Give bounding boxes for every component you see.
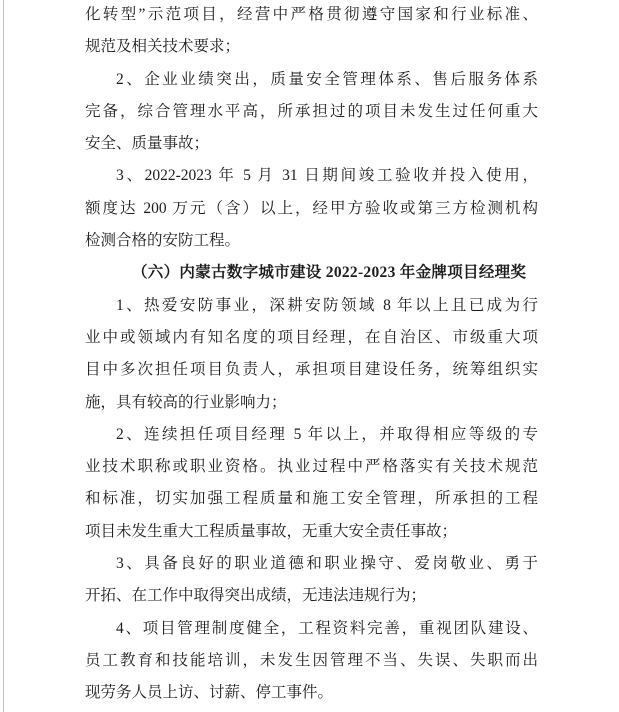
text-line: 员工教育和技能培训，未发生因管理不当、失误、失职而出 xyxy=(85,651,538,669)
text-line: 业技术职称或职业资格。执业过程中严格落实有关技术规范 xyxy=(85,458,538,476)
text-line: 项目未发生重大工程质量事故，无重大安全责任事故； xyxy=(85,522,458,540)
text-line: 2、企业业绩突出，质量安全管理体系、售后服务体系 xyxy=(116,70,538,88)
text-line: 目中多次担任项目负责人，承担项目建设任务，统筹组织实 xyxy=(85,361,538,379)
text-line: 开拓、在工作中取得突出成绩，无违法违规行为； xyxy=(85,587,427,605)
text-line: 1、热爱安防事业，深耕安防领域 8 年以上且已成为行 xyxy=(116,296,538,314)
text-line: 化转型”示范项目，经营中严格贯彻遵守国家和行业标准、 xyxy=(85,6,538,23)
text-line: 额度达 200 万元（含）以上，经甲方验收或第三方检测机构 xyxy=(85,199,538,217)
text-line: 施，具有较高的行业影响力； xyxy=(85,393,287,411)
page-edge-line xyxy=(3,0,4,712)
section-heading: （六）内蒙古数字城市建设 2022-2023 年金牌项目经理奖 xyxy=(132,264,527,282)
text-line: 规范及相关技术要求； xyxy=(85,38,241,56)
document-body xyxy=(85,0,538,710)
text-line: 完备，综合管理水平高，所承担过的项目未发生过任何重大 xyxy=(85,102,538,120)
text-line: 现劳务人员上访、讨薪、停工事件。 xyxy=(85,684,334,702)
text-line: 4、项目管理制度健全，工程资料完善，重视团队建设、 xyxy=(116,619,538,637)
text-line: 业中或领域内有知名度的项目经理，在自治区、市级重大项 xyxy=(85,328,538,346)
text-line: 和标准，切实加强工程质量和施工安全管理，所承担的工程 xyxy=(85,490,538,508)
text-line: 检测合格的安防工程。 xyxy=(85,232,241,250)
text-line: 安全、质量事故； xyxy=(85,135,210,153)
text-line: 3、具备良好的职业道德和职业操守、爱岗敬业、勇于 xyxy=(116,555,538,573)
text-line: 2、连续担任项目经理 5 年以上，并取得相应等级的专 xyxy=(116,425,538,443)
text-line: 3、2022-2023 年 5 月 31 日期间竣工验收并投入使用， xyxy=(116,167,538,185)
